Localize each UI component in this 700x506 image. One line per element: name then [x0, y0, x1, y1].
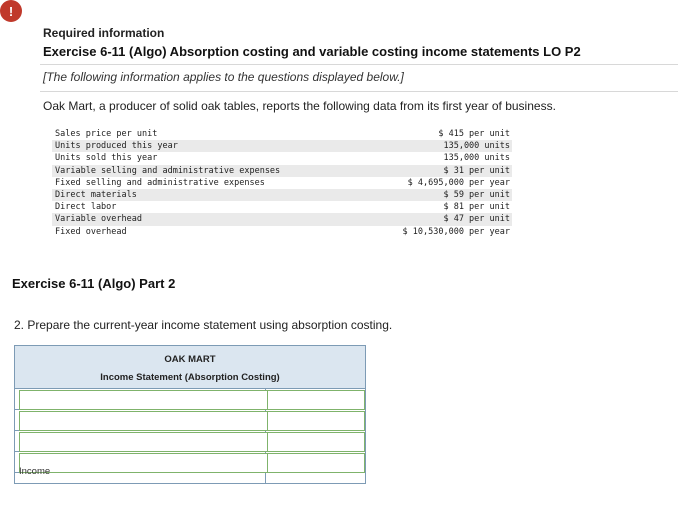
statement-row — [15, 388, 365, 410]
amount-input[interactable] — [267, 432, 365, 452]
data-value: $ 10,530,000 per year — [402, 226, 510, 237]
data-row — [52, 152, 512, 164]
line-item-input[interactable] — [19, 432, 268, 452]
income-statement-form — [14, 345, 366, 484]
amount-input[interactable] — [267, 390, 365, 410]
data-value: $ 59 per unit — [443, 189, 510, 200]
data-label: Units sold this year — [55, 153, 158, 164]
statement-row — [15, 409, 365, 431]
data-row — [52, 165, 512, 177]
data-row — [52, 226, 512, 238]
divider-line — [40, 64, 678, 65]
data-value: $ 81 per unit — [443, 202, 510, 213]
data-label: Units produced this year — [55, 141, 178, 152]
part-heading: Exercise 6-11 (Algo) Part 2 — [12, 276, 176, 291]
data-label: Variable overhead — [55, 214, 142, 225]
data-value: 135,000 units — [443, 153, 510, 164]
data-row — [52, 201, 512, 213]
given-data-table — [52, 128, 512, 243]
required-information-heading: Required information — [43, 26, 165, 40]
data-row — [52, 177, 512, 189]
line-item-input[interactable] — [19, 411, 268, 431]
company-name: OAK MART — [164, 354, 216, 365]
statement-row — [15, 430, 365, 452]
data-value: $ 47 per unit — [443, 214, 510, 225]
statement-header — [15, 346, 365, 389]
data-row — [52, 128, 512, 140]
data-label: Sales price per unit — [55, 129, 158, 139]
alert-icon: ! — [0, 0, 22, 22]
question-text: 2. Prepare the current-year income statement using absorption costing. — [14, 318, 393, 332]
data-value: $ 415 per unit — [438, 129, 510, 139]
data-row — [52, 189, 512, 201]
line-item-input[interactable] — [19, 390, 268, 410]
data-label: Fixed overhead — [55, 226, 127, 237]
data-row — [52, 213, 512, 225]
info-note: [The following information applies to the questions displayed below.] — [43, 70, 404, 84]
data-row — [52, 140, 512, 152]
amount-input[interactable] — [267, 411, 365, 431]
statement-title: Income Statement (Absorption Costing) — [100, 372, 280, 383]
data-label: Fixed selling and administrative expenses — [55, 177, 265, 188]
divider-line — [40, 91, 678, 92]
data-label: Direct labor — [55, 202, 117, 213]
data-label: Direct materials — [55, 189, 137, 200]
data-value: 135,000 units — [443, 141, 510, 152]
income-label: Income — [19, 466, 51, 477]
exercise-title: Exercise 6-11 (Algo) Absorption costing and variable costing income statements LO P2 — [43, 44, 581, 59]
intro-text: Oak Mart, a producer of solid oak tables, reports the following data from its first year of business. — [43, 99, 556, 113]
data-value: $ 4,695,000 per year — [407, 177, 510, 188]
data-label: Variable selling and administrative expenses — [55, 165, 281, 176]
data-value: $ 31 per unit — [443, 165, 510, 176]
income-row — [15, 462, 365, 483]
